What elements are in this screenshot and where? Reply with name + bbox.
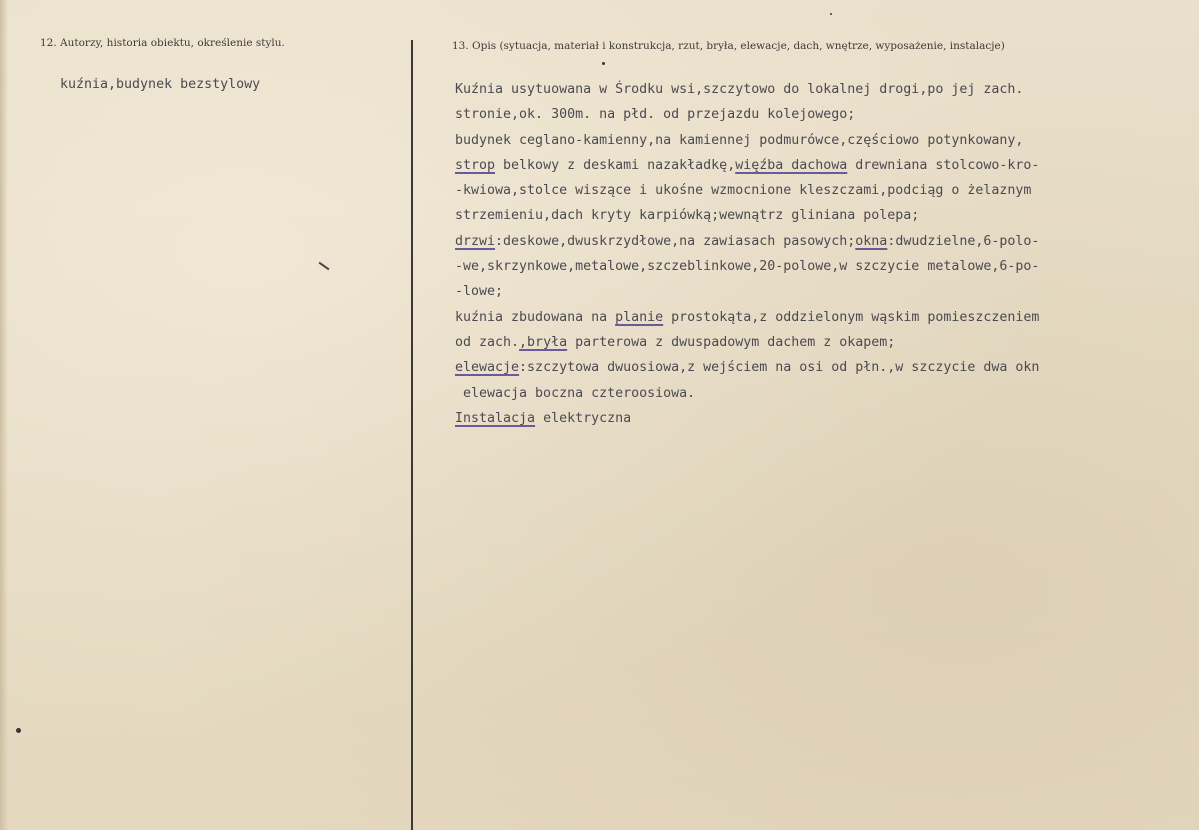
underlined-term: strop <box>455 157 496 173</box>
description-line <box>455 279 1195 304</box>
underlined-term: planie <box>615 309 664 325</box>
text-run: -kwiowa,stolce wiszące i ukośne wzmocnione kleszczami,podciąg o żelaznym <box>455 183 1032 199</box>
text-run: -we,skrzynkowe,metalowe,szczeblinkowe,20-polowe,w szczycie metalowe,6-po- <box>455 259 1040 275</box>
text-run: prostokąta,z oddzielonym wąskim pomieszczeniem <box>663 309 1040 325</box>
underlined-term: drzwi <box>455 233 496 249</box>
text-run: parterowa z dwuspadowym dachem z okapem; <box>567 334 896 350</box>
text-run: stronie,ok. 300m. na płd. od przejazdu kolejowego; <box>455 107 856 123</box>
description-line <box>455 229 1195 254</box>
text-run: -lowe; <box>455 284 504 300</box>
column-divider <box>411 40 413 830</box>
description-line <box>455 406 1195 431</box>
description-line <box>455 330 1195 355</box>
underlined-term: Instalacja <box>455 410 536 426</box>
text-run: elektryczna <box>535 410 632 426</box>
authors-style-text: kuźnia,budynek bezstylowy <box>60 77 261 92</box>
description-line <box>455 128 1195 153</box>
text-run: budynek ceglano-kamienny,na kamiennej podmurówce,częściowo potynkowany, <box>455 132 1024 148</box>
ink-speck <box>16 728 21 733</box>
description-line <box>455 254 1195 279</box>
description-line <box>455 355 1195 380</box>
description-line <box>455 381 1195 406</box>
text-run: :szczytowa dwuosiowa,z wejściem na osi od płn.,w szczycie dwa okn <box>519 360 1040 376</box>
description-line <box>455 305 1195 330</box>
description-line <box>455 153 1195 178</box>
text-run: od zach. <box>455 334 520 350</box>
paper-edge <box>0 0 8 830</box>
section-13-header: 13. Opis (sytuacja, materiał i konstrukcja, rzut, bryła, elewacje, dach, wnętrze, wyposażenie, instalacje) <box>452 40 1005 52</box>
ink-speck <box>830 13 832 15</box>
underlined-term: ,bryła <box>519 334 568 350</box>
text-run: elewacja boczna czteroosiowa. <box>455 385 696 401</box>
section-12-header: 12. Autorzy, historia obiektu, określenie stylu. <box>40 37 285 49</box>
text-run: :dwudzielne,6-polo- <box>887 233 1040 249</box>
description-line <box>455 102 1195 127</box>
text-run: kuźnia zbudowana na <box>455 309 616 325</box>
underlined-term: elewacje <box>455 360 520 376</box>
underlined-term: więźba dachowa <box>735 157 848 173</box>
ink-speck <box>602 62 605 65</box>
description-text <box>455 77 1195 431</box>
description-line <box>455 178 1195 203</box>
underlined-term: okna <box>855 233 888 249</box>
description-line <box>455 203 1195 228</box>
text-run: strzemieniu,dach kryty karpiówką;wewnątrz gliniana polepa; <box>455 208 920 224</box>
pencil-mark <box>319 262 330 271</box>
text-run: Kuźnia usytuowana w Środku wsi,szczytowo do lokalnej drogi,po jej zach. <box>455 82 1024 97</box>
text-run: :deskowe,dwuskrzydłowe,na zawiasach pasowych; <box>495 233 856 249</box>
text-run: belkowy z deskami nazakładkę, <box>495 157 736 173</box>
description-line <box>455 77 1195 102</box>
text-run: drewniana stolcowo-kro- <box>847 157 1040 173</box>
